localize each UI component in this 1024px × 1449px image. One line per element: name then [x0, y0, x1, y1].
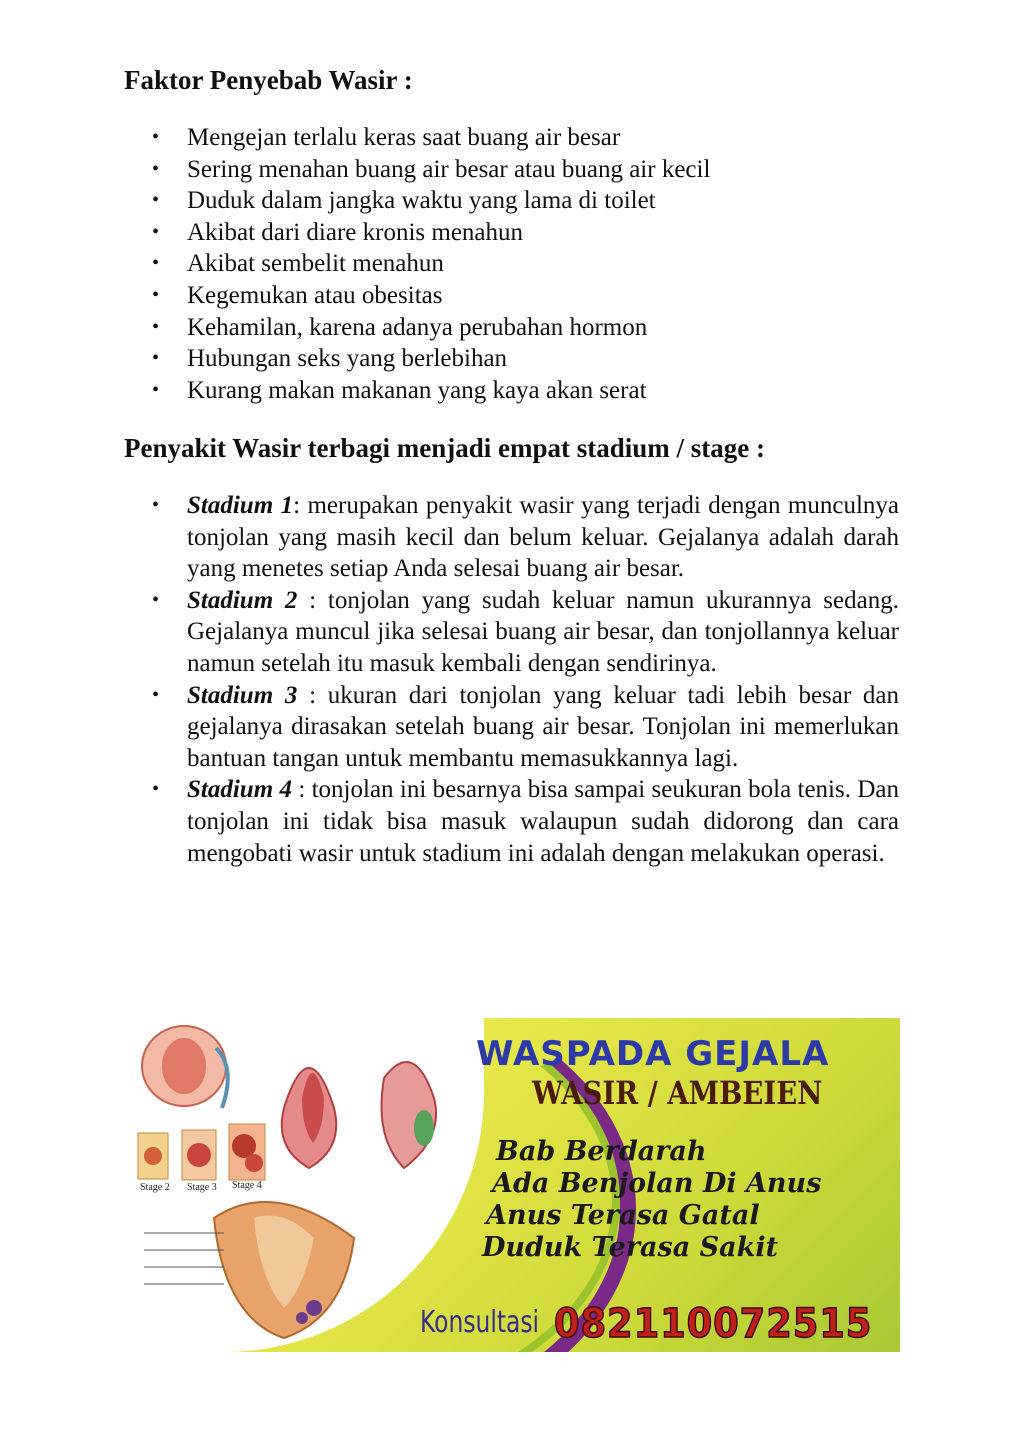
stage-text: merupakan penyakit wasir yang terjadi dengan munculnya tonjolan yang masih kecil dan belum keluar. Gejalanya adalah darah yang menetes setiap Anda selesai buang air besar.: [187, 492, 899, 583]
list-item: [0, 343, 710, 375]
list-item-text: Akibat sembelit menahun: [187, 250, 444, 278]
stage-item: [152, 585, 899, 680]
symptom-text: Anus Terasa Gatal: [486, 1200, 760, 1231]
bullet-icon: •: [152, 220, 160, 243]
stage-item: [152, 680, 899, 775]
bullet-icon: •: [152, 315, 160, 338]
stage-separator: :: [297, 681, 328, 709]
stage-name: Stadium 4: [187, 776, 292, 804]
stage-text: ukuran dari tonjolan yang keluar tadi lebih besar dan gejalanya dirasakan setelah buang air besar. Tonjolan ini memerlukan bantuan tangan untuk membantu memasukkannya lagi.: [187, 681, 899, 772]
list-item: [0, 375, 710, 407]
list-item: [0, 185, 710, 217]
bullet-icon: •: [152, 378, 160, 401]
phone-number: 082110072515: [554, 1301, 873, 1347]
stage-separator: :: [297, 586, 328, 614]
stage-caption: Stage 3: [187, 1182, 217, 1193]
list-item-text: Kehamilan, karena adanya perubahan hormon: [187, 313, 648, 341]
list-item-text: Akibat dari diare kronis menahun: [187, 218, 524, 246]
stage-text: tonjolan ini besarnya bisa sampai seukuran bola tenis. Dan tonjolan ini tidak bisa masuk walaupun sudah didorong dan cara mengobati wasir untuk stadium ini adalah dengan melakukan operasi.: [187, 776, 899, 867]
symptom-text: Duduk Terasa Sakit: [482, 1232, 779, 1263]
stage-caption: Stage 2: [140, 1182, 170, 1193]
list-item-text: Mengejan terlalu keras saat buang air besar: [187, 124, 621, 151]
bullet-icon: •: [152, 157, 160, 180]
bullet-icon: •: [152, 683, 160, 706]
bullet-icon: •: [152, 189, 160, 212]
list-item: [0, 122, 710, 154]
stage-item: [152, 490, 899, 585]
stages-list: [0, 490, 899, 869]
stage-name: Stadium 2: [187, 586, 298, 614]
bullet-icon: •: [152, 494, 160, 516]
stage-name: Stadium 1: [187, 492, 294, 519]
list-item-text: Duduk dalam jangka waktu yang lama di toilet: [187, 187, 656, 215]
stage-item: [152, 774, 899, 869]
symptom-text: Ada Benjolan Di Anus: [492, 1168, 822, 1199]
heading-stages: Penyakit Wasir terbagi menjadi empat stadium / stage :: [124, 433, 765, 463]
symptom-text: Bab Berdarah: [496, 1136, 707, 1167]
bullet-icon: •: [152, 283, 160, 306]
stage-caption: Stage 4: [232, 1180, 262, 1191]
list-item-text: Kegemukan atau obesitas: [187, 281, 443, 309]
bullet-icon: •: [152, 778, 160, 801]
bullet-icon: •: [152, 347, 160, 370]
list-item-text: Hubungan seks yang berlebihan: [187, 345, 508, 373]
bullet-icon: •: [152, 252, 160, 275]
list-item: [0, 217, 710, 249]
bullet-icon: •: [152, 588, 160, 611]
list-item: [0, 154, 710, 186]
promo-banner: [124, 1018, 900, 1352]
list-item-text: Sering menahan buang air besar atau buang air kecil: [187, 155, 711, 183]
stage-separator: :: [293, 492, 308, 519]
list-item: [0, 312, 710, 344]
stage-text: tonjolan yang sudah keluar namun ukurannya sedang. Gejalanya muncul jika selesai buang air besar, dan tonjollannya keluar namun setelah itu masuk kembali dengan sendirinya.: [187, 586, 899, 677]
banner-title: WASPADA GEJALA: [476, 1034, 830, 1074]
banner-subtitle: WASIR / AMBEIEN: [532, 1074, 823, 1112]
stage-name: Stadium 3: [187, 681, 298, 709]
list-item: [0, 280, 710, 312]
anatomy-illustration: [124, 1018, 474, 1352]
bullet-icon: •: [152, 126, 160, 148]
consult-label: Konsultasi: [420, 1305, 540, 1340]
heading-causes: Faktor Penyebab Wasir :: [124, 65, 413, 95]
list-item: [0, 248, 710, 280]
causes-list: [0, 122, 710, 406]
stage-separator: :: [291, 776, 312, 804]
list-item-text: Kurang makan makanan yang kaya akan serat: [187, 376, 647, 404]
